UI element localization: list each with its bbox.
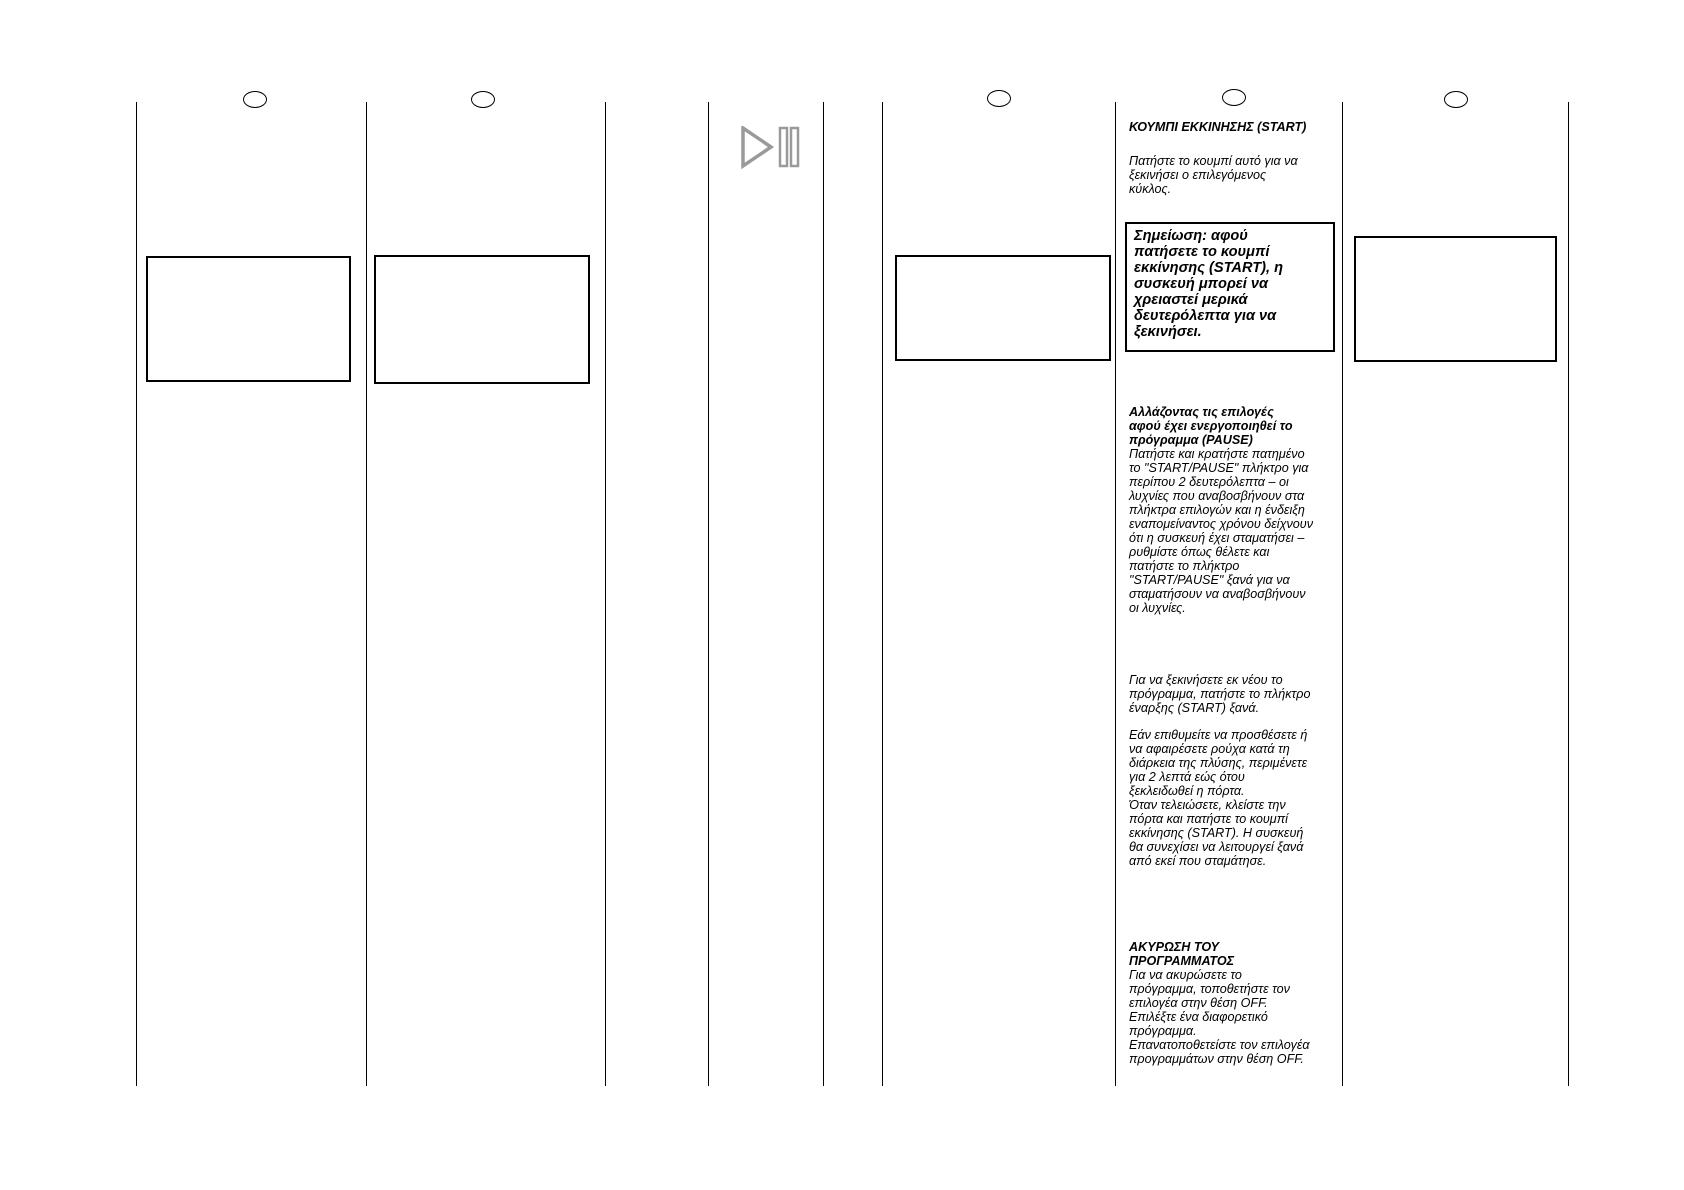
- empty-frame: [146, 256, 351, 382]
- cancel-heading: ΑΚΥΡΩΣΗ ΤΟΥ ΠΡΟΓΡΑΜΜΑΤΟΣ: [1129, 940, 1235, 968]
- column-divider: [882, 102, 883, 1086]
- start-heading: ΚΟΥΜΠΙ ΕΚΚΙΝΗΣΗΣ (START): [1129, 120, 1307, 134]
- note-text: Σημείωση: αφού πατήσετε το κουμπί εκκίνησης (START), η συσκευή μπορεί να χρειαστεί μερικά δευτερόλεπτα για να ξεκινήσει.: [1134, 228, 1284, 340]
- header-oval: [243, 91, 267, 108]
- play-pause-icon: [740, 126, 806, 170]
- column-divider: [605, 102, 606, 1086]
- header-oval: [471, 91, 495, 108]
- laundry-body: Εάν επιθυμείτε να προσθέσετε ή να αφαιρέσετε ρούχα κατά τη διάρκεια της πλύσης, περιμένετε για 2 λεπτά εώς ότου ξεκλειδωθεί η πόρτα. Όταν τελειώσετε, κλείστε την πόρτα και πατήστε το κουμπί εκκίνησης (START). Η συσκευή θα συνεχίσει να λειτουργεί ξανά από εκεί που σταμάτησε.: [1129, 728, 1308, 868]
- empty-frame: [374, 255, 590, 384]
- header-oval: [1222, 89, 1246, 106]
- cancel-body: Για να ακυρώσετε το πρόγραμμα, τοποθετήστε τον επιλογέα στην θέση OFF. Επιλέξτε ένα διαφορετικό πρόγραμμα. Επανατοποθετείστε τον επιλογέα προγραμμάτων στην θέση OFF.: [1129, 968, 1310, 1066]
- note-box: [1125, 222, 1335, 352]
- column-divider: [1115, 102, 1116, 1086]
- column-divider: [366, 102, 367, 1086]
- empty-frame: [895, 255, 1111, 361]
- column-divider: [1342, 102, 1343, 1086]
- start-body: Πατήστε το κουμπί αυτό για να ξεκινήσει ο επιλεγόμενος κύκλος.: [1129, 154, 1298, 196]
- column-divider: [136, 102, 137, 1086]
- column-divider: [708, 102, 709, 1086]
- header-oval: [1444, 91, 1468, 108]
- restart-body: Για να ξεκινήσετε εκ νέου το πρόγραμμα, πατήστε το πλήκτρο έναρξης (START) ξανά.: [1129, 673, 1311, 715]
- column-divider: [823, 102, 824, 1086]
- column-divider: [1568, 102, 1569, 1086]
- pause-heading: Αλλάζοντας τις επιλογές αφού έχει ενεργοποιηθεί το πρόγραμμα (PAUSE): [1129, 405, 1293, 447]
- empty-frame: [1354, 236, 1557, 362]
- pause-body: Πατήστε και κρατήστε πατημένο το "START/PAUSE" πλήκτρο για περίπου 2 δευτερόλεπτα – οι λυχνίες που αναβοσβήνουν στα πλήκτρα επιλογών και η ένδειξη εναπομείναντος χρόνου δείχνουν ότι η συσκευή έχει σταματήσει – ρυθμίστε όπως θέλετε και πατήστε το πλήκτρο "START/PAUSE" ξανά για να σταματήσουν να αναβοσβήνουν οι λυχνίες.: [1129, 447, 1313, 615]
- header-oval: [987, 90, 1011, 107]
